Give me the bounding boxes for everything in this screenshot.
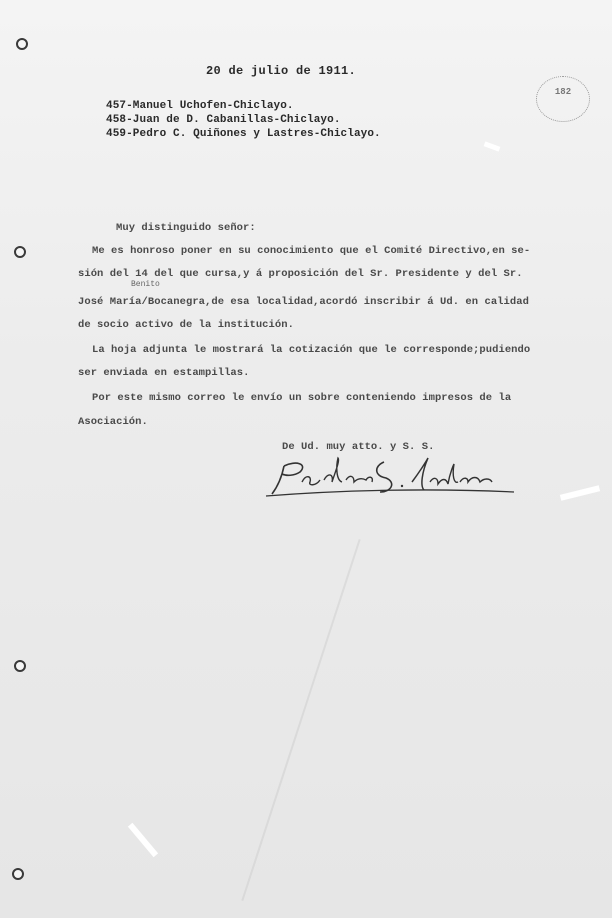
- addressee-line: 458-Juan de D. Cabanillas-Chiclayo.: [106, 114, 341, 126]
- body-line: ser enviada en estampillas.: [78, 367, 250, 379]
- addressee-line: 457-Manuel Uchofen-Chiclayo.: [106, 100, 294, 112]
- stamp-number: 182: [554, 87, 572, 97]
- salutation: Muy distinguido señor:: [116, 222, 256, 234]
- body-line: Por este mismo correo le envío un sobre conteniendo impresos de la: [92, 392, 512, 404]
- binder-hole: [16, 38, 28, 50]
- body-line: de socio activo de la institución.: [78, 319, 294, 331]
- addressee-line: 459-Pedro C. Quiñones y Lastres-Chiclayo.: [106, 128, 381, 140]
- body-line: La hoja adjunta le mostrará la cotización que le corresponde;pudiendo: [92, 344, 531, 356]
- paper-tear: [128, 823, 158, 857]
- body-line: José María/Bocanegra,de esa localidad,acordó inscribir á Ud. en calidad: [78, 296, 529, 308]
- binder-hole: [12, 868, 24, 880]
- paper-tear: [484, 141, 501, 151]
- signature: [262, 452, 518, 504]
- body-line: Me es honroso poner en su conocimiento que el Comité Directivo,en se-: [92, 245, 531, 257]
- paper-tear: [560, 485, 600, 500]
- letter-date: 20 de julio de 1911.: [206, 64, 357, 78]
- paper-crease: [241, 539, 360, 901]
- binder-hole: [14, 246, 26, 258]
- body-line: Asociación.: [78, 416, 148, 428]
- closing: De Ud. muy atto. y S. S.: [282, 441, 435, 453]
- interlineation: Benito: [131, 280, 160, 289]
- body-line: sión del 14 del que cursa,y á proposición del Sr. Presidente y del Sr.: [78, 268, 523, 280]
- binder-hole: [14, 660, 26, 672]
- archive-stamp: [536, 76, 590, 122]
